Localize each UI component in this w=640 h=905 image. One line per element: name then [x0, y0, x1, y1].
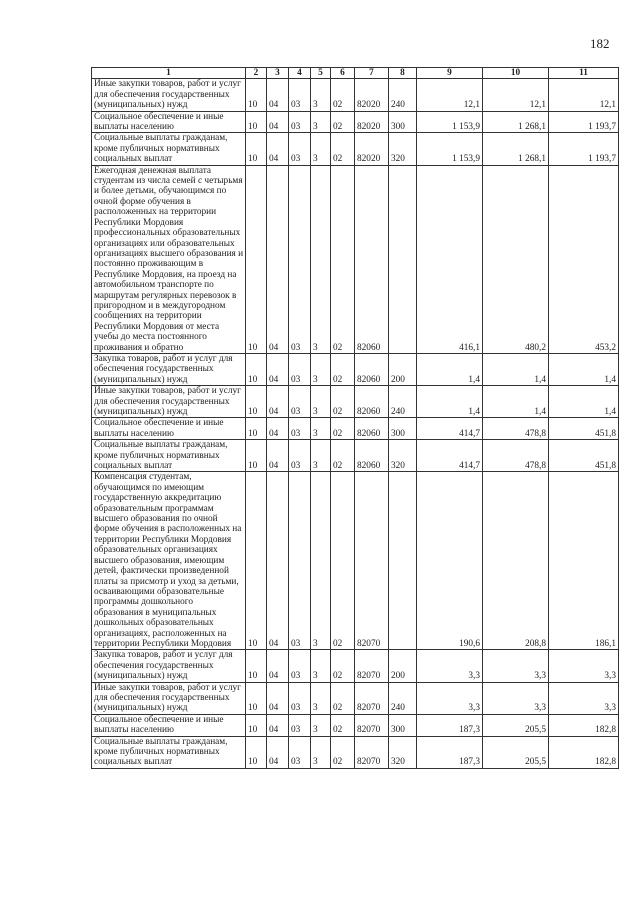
amount-col11-cell: 451,8 [549, 440, 619, 472]
amount-col9-cell: 187,3 [417, 714, 483, 736]
amount-col9-cell: 416,1 [417, 165, 483, 353]
amount-col9-cell: 1 153,9 [417, 111, 483, 133]
row-name-cell: Ежегодная денежная выплата студентам из числа семей с четырьмя и более детьми, обучающимся по очной форме обучения в расположенных на территории Республики Мордовия профессиональных образовательных организациях или образовательных организациях высшего образования и постоянно проживающим в Республике Мордовия, на проезд на автомобильном транспорте по маршрутам регулярных перевозок в пригородном и в междугородном сообщениях на территории Республики Мордовия от места учебы до места постоянного проживания и обратно [92, 165, 246, 353]
subsection-code-cell: 04 [267, 736, 289, 768]
expense-type-cell: 240 [389, 79, 417, 111]
amount-col11-cell: 182,8 [549, 714, 619, 736]
section-code-cell: 10 [246, 165, 267, 353]
event-code-cell: 02 [331, 353, 355, 385]
table-row [92, 353, 619, 385]
row-name-cell: Закупка товаров, работ и услуг для обеспечения государственных (муниципальных) нужд [92, 353, 246, 385]
amount-col9-cell: 12,1 [417, 79, 483, 111]
column-header: 5 [311, 68, 331, 79]
row-name-cell: Социальное обеспечение и иные выплаты населению [92, 714, 246, 736]
column-header: 1 [92, 68, 246, 79]
subsection-code-cell: 04 [267, 353, 289, 385]
subsection-code-cell: 04 [267, 165, 289, 353]
subsection-code-cell: 04 [267, 386, 289, 418]
column-header: 3 [267, 68, 289, 79]
section-code-cell: 10 [246, 111, 267, 133]
table-row [92, 111, 619, 133]
event-code-cell: 02 [331, 472, 355, 650]
subprogram-code-cell: 3 [311, 440, 331, 472]
row-name-cell: Социальные выплаты гражданам, кроме публичных нормативных социальных выплат [92, 440, 246, 472]
program-code-cell: 03 [289, 650, 311, 682]
page-number: 182 [590, 36, 610, 51]
expense-type-cell [389, 165, 417, 353]
subprogram-code-cell: 3 [311, 133, 331, 165]
row-name-cell: Иные закупки товаров, работ и услуг для обеспечения государственных (муниципальных) нужд [92, 682, 246, 714]
amount-col10-cell: 1 268,1 [483, 133, 549, 165]
event-code-cell: 02 [331, 682, 355, 714]
amount-col11-cell: 12,1 [549, 79, 619, 111]
amount-col9-cell: 1,4 [417, 386, 483, 418]
row-name-cell: Социальные выплаты гражданам, кроме публичных нормативных социальных выплат [92, 133, 246, 165]
subsection-code-cell: 04 [267, 418, 289, 440]
program-code-cell: 03 [289, 418, 311, 440]
amount-col10-cell: 480,2 [483, 165, 549, 353]
table-row [92, 472, 619, 650]
expense-type-cell: 200 [389, 650, 417, 682]
table-row [92, 714, 619, 736]
expense-type-cell: 300 [389, 714, 417, 736]
expense-type-cell: 320 [389, 133, 417, 165]
row-name-cell: Закупка товаров, работ и услуг для обеспечения государственных (муниципальных) нужд [92, 650, 246, 682]
program-code-cell: 03 [289, 165, 311, 353]
amount-col10-cell: 1,4 [483, 353, 549, 385]
section-code-cell: 10 [246, 472, 267, 650]
subprogram-code-cell: 3 [311, 79, 331, 111]
column-header: 8 [389, 68, 417, 79]
amount-col11-cell: 182,8 [549, 736, 619, 768]
program-code-cell: 03 [289, 472, 311, 650]
subprogram-code-cell: 3 [311, 650, 331, 682]
program-code-cell: 03 [289, 440, 311, 472]
event-code-cell: 02 [331, 650, 355, 682]
amount-col11-cell: 1 193,7 [549, 133, 619, 165]
table-row [92, 440, 619, 472]
column-header: 6 [331, 68, 355, 79]
column-header: 9 [417, 68, 483, 79]
subsection-code-cell: 04 [267, 650, 289, 682]
amount-col10-cell: 478,8 [483, 418, 549, 440]
expense-type-cell: 300 [389, 111, 417, 133]
expense-type-cell: 300 [389, 418, 417, 440]
section-code-cell: 10 [246, 386, 267, 418]
amount-col9-cell: 1,4 [417, 353, 483, 385]
table-row [92, 165, 619, 353]
row-name-cell: Социальное обеспечение и иные выплаты населению [92, 111, 246, 133]
expense-type-cell: 320 [389, 736, 417, 768]
amount-col11-cell: 3,3 [549, 682, 619, 714]
program-code-cell: 03 [289, 353, 311, 385]
direction-code-cell: 82020 [355, 111, 389, 133]
table-row [92, 386, 619, 418]
amount-col11-cell: 3,3 [549, 650, 619, 682]
subprogram-code-cell: 3 [311, 353, 331, 385]
subsection-code-cell: 04 [267, 472, 289, 650]
event-code-cell: 02 [331, 111, 355, 133]
program-code-cell: 03 [289, 714, 311, 736]
subprogram-code-cell: 3 [311, 165, 331, 353]
program-code-cell: 03 [289, 79, 311, 111]
direction-code-cell: 82060 [355, 418, 389, 440]
amount-col9-cell: 3,3 [417, 682, 483, 714]
amount-col10-cell: 208,8 [483, 472, 549, 650]
amount-col10-cell: 205,5 [483, 736, 549, 768]
direction-code-cell: 82060 [355, 165, 389, 353]
direction-code-cell: 82060 [355, 386, 389, 418]
section-code-cell: 10 [246, 79, 267, 111]
amount-col10-cell: 12,1 [483, 79, 549, 111]
amount-col9-cell: 187,3 [417, 736, 483, 768]
direction-code-cell: 82070 [355, 650, 389, 682]
amount-col9-cell: 1 153,9 [417, 133, 483, 165]
column-header: 11 [549, 68, 619, 79]
direction-code-cell: 82070 [355, 472, 389, 650]
row-name-cell: Социальные выплаты гражданам, кроме публичных нормативных социальных выплат [92, 736, 246, 768]
amount-col10-cell: 3,3 [483, 650, 549, 682]
expense-type-cell [389, 472, 417, 650]
amount-col10-cell: 478,8 [483, 440, 549, 472]
section-code-cell: 10 [246, 133, 267, 165]
direction-code-cell: 82070 [355, 682, 389, 714]
subprogram-code-cell: 3 [311, 418, 331, 440]
program-code-cell: 03 [289, 111, 311, 133]
header-row [92, 68, 619, 79]
event-code-cell: 02 [331, 418, 355, 440]
event-code-cell: 02 [331, 440, 355, 472]
table-row [92, 418, 619, 440]
expense-type-cell: 240 [389, 386, 417, 418]
amount-col11-cell: 1,4 [549, 386, 619, 418]
subprogram-code-cell: 3 [311, 682, 331, 714]
subprogram-code-cell: 3 [311, 714, 331, 736]
row-name-cell: Компенсация студентам, обучающимся по имеющим государственную аккредитацию образовательным программам высшего образования по очной форме обучения в расположенных на территории Республики Мордовия образовательных организациях высшего образования, имеющим детей, фактически произведенной платы за присмотр и уход за детьми, осваивающими образовательные программы дошкольного образования в муниципальных дошкольных образовательных организациях, расположенных на территории Республики Мордовия [92, 472, 246, 650]
column-header: 4 [289, 68, 311, 79]
row-name-cell: Иные закупки товаров, работ и услуг для обеспечения государственных (муниципальных) нужд [92, 79, 246, 111]
event-code-cell: 02 [331, 165, 355, 353]
direction-code-cell: 82060 [355, 353, 389, 385]
budget-table [91, 67, 619, 769]
column-header: 7 [355, 68, 389, 79]
direction-code-cell: 82020 [355, 79, 389, 111]
event-code-cell: 02 [331, 133, 355, 165]
table-row [92, 650, 619, 682]
amount-col11-cell: 1 193,7 [549, 111, 619, 133]
amount-col10-cell: 3,3 [483, 682, 549, 714]
event-code-cell: 02 [331, 386, 355, 418]
subprogram-code-cell: 3 [311, 386, 331, 418]
amount-col9-cell: 414,7 [417, 418, 483, 440]
table-row [92, 682, 619, 714]
section-code-cell: 10 [246, 440, 267, 472]
subsection-code-cell: 04 [267, 440, 289, 472]
direction-code-cell: 82070 [355, 736, 389, 768]
column-header: 2 [246, 68, 267, 79]
program-code-cell: 03 [289, 386, 311, 418]
direction-code-cell: 82020 [355, 133, 389, 165]
table-row [92, 79, 619, 111]
direction-code-cell: 82060 [355, 440, 389, 472]
subsection-code-cell: 04 [267, 682, 289, 714]
amount-col11-cell: 453,2 [549, 165, 619, 353]
subsection-code-cell: 04 [267, 111, 289, 133]
amount-col9-cell: 3,3 [417, 650, 483, 682]
section-code-cell: 10 [246, 736, 267, 768]
event-code-cell: 02 [331, 79, 355, 111]
table-row [92, 736, 619, 768]
subprogram-code-cell: 3 [311, 736, 331, 768]
direction-code-cell: 82070 [355, 714, 389, 736]
subprogram-code-cell: 3 [311, 472, 331, 650]
expense-type-cell: 200 [389, 353, 417, 385]
amount-col11-cell: 1,4 [549, 353, 619, 385]
row-name-cell: Иные закупки товаров, работ и услуг для обеспечения государственных (муниципальных) нужд [92, 386, 246, 418]
subsection-code-cell: 04 [267, 714, 289, 736]
amount-col11-cell: 451,8 [549, 418, 619, 440]
event-code-cell: 02 [331, 736, 355, 768]
section-code-cell: 10 [246, 353, 267, 385]
expense-type-cell: 320 [389, 440, 417, 472]
row-name-cell: Социальное обеспечение и иные выплаты населению [92, 418, 246, 440]
program-code-cell: 03 [289, 682, 311, 714]
section-code-cell: 10 [246, 714, 267, 736]
amount-col10-cell: 1 268,1 [483, 111, 549, 133]
amount-col10-cell: 205,5 [483, 714, 549, 736]
program-code-cell: 03 [289, 133, 311, 165]
section-code-cell: 10 [246, 650, 267, 682]
subprogram-code-cell: 3 [311, 111, 331, 133]
expense-type-cell: 240 [389, 682, 417, 714]
amount-col9-cell: 414,7 [417, 440, 483, 472]
column-header: 10 [483, 68, 549, 79]
subsection-code-cell: 04 [267, 79, 289, 111]
section-code-cell: 10 [246, 418, 267, 440]
section-code-cell: 10 [246, 682, 267, 714]
amount-col9-cell: 190,6 [417, 472, 483, 650]
subsection-code-cell: 04 [267, 133, 289, 165]
event-code-cell: 02 [331, 714, 355, 736]
amount-col10-cell: 1,4 [483, 386, 549, 418]
program-code-cell: 03 [289, 736, 311, 768]
table-row [92, 133, 619, 165]
amount-col11-cell: 186,1 [549, 472, 619, 650]
